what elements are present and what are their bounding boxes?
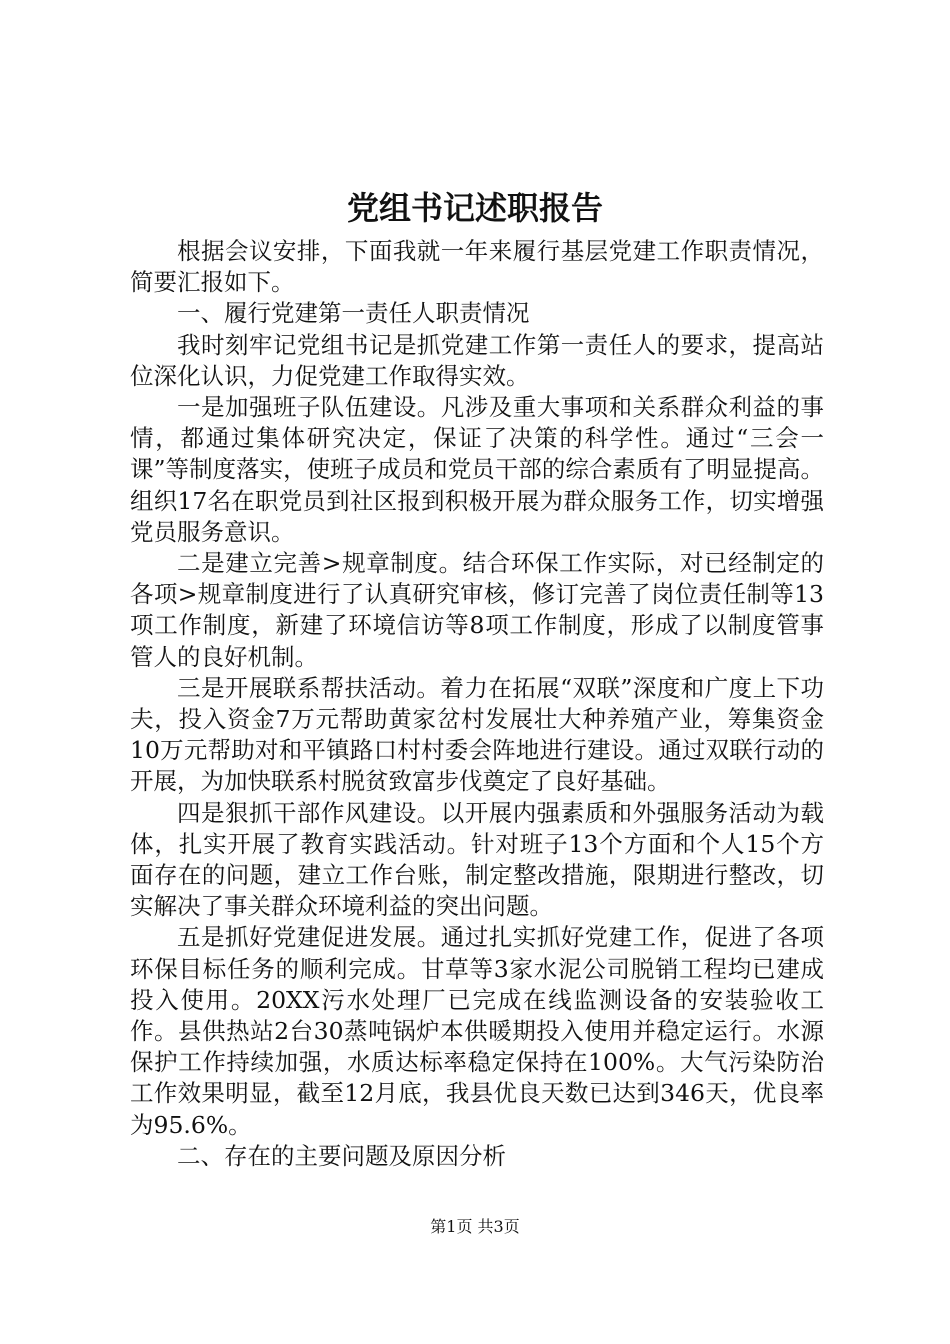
paragraph-item-4: 四是狠抓干部作风建设。以开展内强素质和外强服务活动为载体，扎实开展了教育实践活动。针对班子13个方面和个人15个方面存在的问题，建立工作台账，制定整改措施，限期进行整改，切实解决了事关群众环境利益的突出问题。 [130,798,824,921]
section-heading-1: 一、履行党建第一责任人职责情况 [177,299,530,328]
paragraph-item-5: 五是抓好党建促进发展。通过扎实抓好党建工作，促进了各项环保目标任务的顺利完成。甘草等3家水泥公司脱销工程均已建成投入使用。20XX污水处理厂已完成在线监测设备的安装验收工作。县供热站2台30蒸吨锅炉本供暖期投入使用并稳定运行。水源保护工作持续加强，水质达标率稳定保持在100%。大气污染防治工作效果明显，截至12月底，我县优良天数已达到346天，优良率为95.6%。 [130,923,824,1139]
paragraph-item-2: 二是建立完善>规章制度。结合环保工作实际，对已经制定的各项>规章制度进行了认真研究审核，修订完善了岗位责任制等13项工作制度，新建了环境信访等8项工作制度，形成了以制度管事管人的良好机制。 [130,549,824,671]
paragraph-intro: 根据会议安排，下面我就一年来履行基层党建工作职责情况，简要汇报如下。 [130,237,824,297]
section-heading-2: 二、存在的主要问题及原因分析 [177,1141,506,1170]
page-number-footer: 第1页 共3页 [430,1217,520,1236]
paragraph-item-3: 三是开展联系帮扶活动。着力在拓展“双联”深度和广度上下功夫，投入资金7万元帮助黄家岔村发展壮大种养殖产业，筹集资金10万元帮助对和平镇路口村村委会阵地进行建设。通过双联行动的开展，为加快联系村脱贫致富步伐奠定了良好基础。 [130,673,824,796]
document-body [130,236,824,1172]
document-title: 党组书记述职报告 [346,189,603,227]
paragraph-item-1: 一是加强班子队伍建设。凡涉及重大事项和关系群众利益的事情，都通过集体研究决定，保证了决策的科学性。通过“三会一课”等制度落实，使班子成员和党员干部的综合素质有了明显提高。组织17名在职党员到社区报到积极开展为群众服务工作，切实增强党员服务意识。 [130,393,824,546]
paragraph-overview: 我时刻牢记党组书记是抓党建工作第一责任人的要求，提高站位深化认识，力促党建工作取得实效。 [130,330,824,390]
